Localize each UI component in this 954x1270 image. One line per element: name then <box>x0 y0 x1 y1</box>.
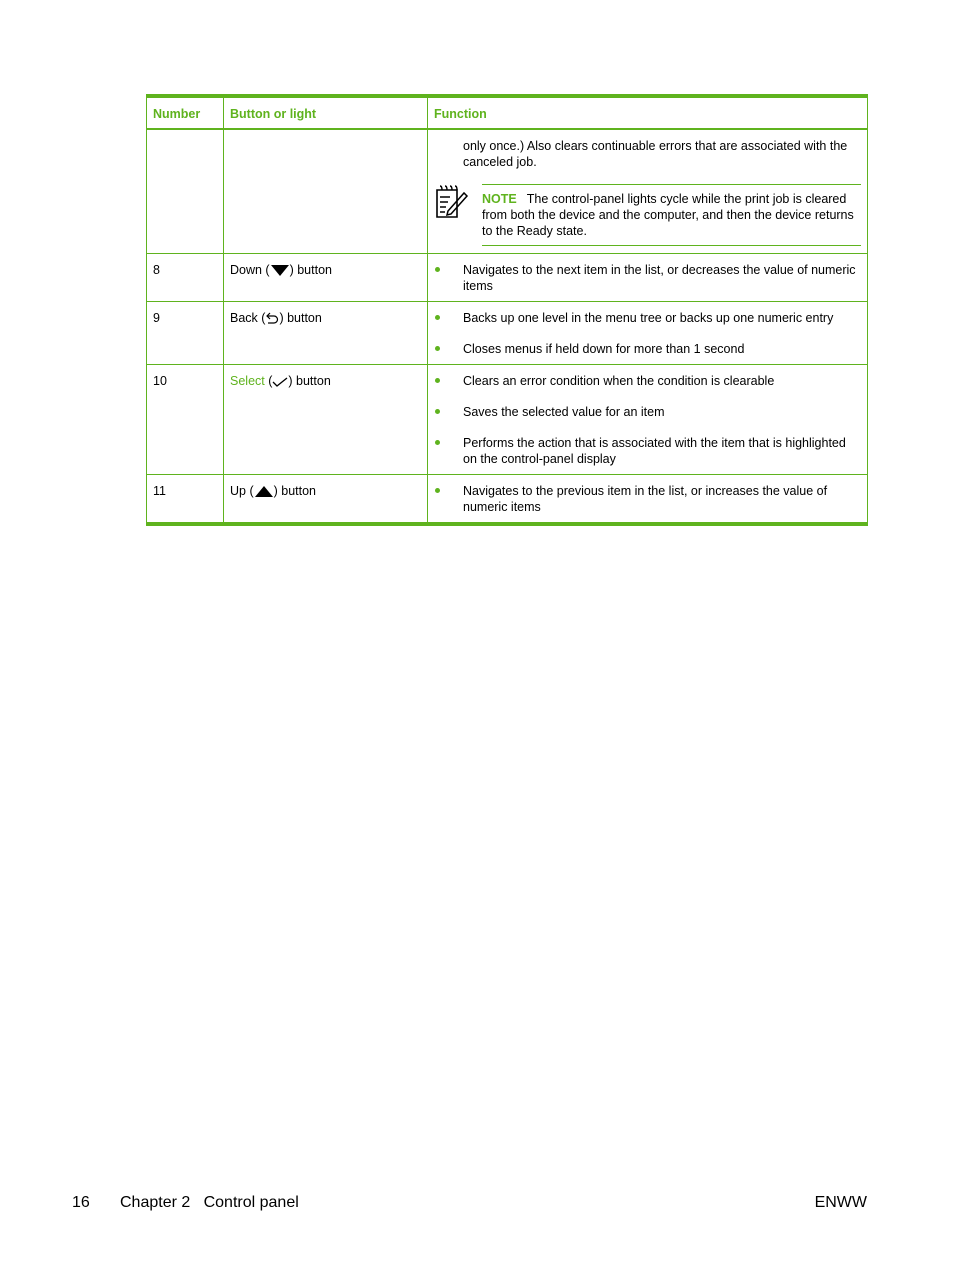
header-number: Number <box>147 96 224 129</box>
function-list <box>434 262 861 294</box>
cell-function <box>428 129 868 254</box>
list-item: Closes menus if held down for more than 1 second <box>434 341 861 357</box>
cell-button <box>224 302 428 365</box>
continuation-text: only once.) Also clears continuable errors that are associated with the canceled job. <box>463 139 848 169</box>
cell-button <box>224 254 428 302</box>
note-box <box>482 184 861 246</box>
button-label-pre: Back ( <box>230 311 266 325</box>
table-row-9 <box>147 302 868 365</box>
back-arrow-icon <box>265 312 279 325</box>
cell-button <box>224 475 428 525</box>
table-row-continuation <box>147 129 868 254</box>
table-header-row <box>147 96 868 129</box>
cell-function <box>428 302 868 365</box>
header-function: Function <box>428 96 868 129</box>
control-panel-table <box>146 94 868 526</box>
down-triangle-icon <box>270 264 290 277</box>
footer-chapter: Chapter 2 Control panel <box>120 1194 299 1211</box>
button-label-post: ) button <box>279 311 322 325</box>
cell-function <box>428 254 868 302</box>
table-row-8 <box>147 254 868 302</box>
button-label-post: ) button <box>289 263 332 277</box>
function-list <box>434 373 861 467</box>
button-label-post: ) button <box>273 484 317 498</box>
list-item: Navigates to the next item in the list, or decreases the value of numeric items <box>434 262 861 294</box>
select-link[interactable]: Select <box>230 374 265 388</box>
cell-number: 11 <box>147 475 224 525</box>
header-button-or-light: Button or light <box>224 96 428 129</box>
button-label-pre: Up ( <box>230 484 254 498</box>
button-label-pre: Down ( <box>230 263 270 277</box>
checkmark-icon <box>272 376 288 388</box>
cell-function <box>428 475 868 525</box>
function-list <box>434 310 861 357</box>
table-row-11 <box>147 475 868 525</box>
button-label-post: ) button <box>288 374 331 388</box>
cell-function <box>428 365 868 475</box>
button-label-pre: ( <box>264 374 273 388</box>
cell-number: 10 <box>147 365 224 475</box>
note-label: NOTE <box>482 192 517 206</box>
list-item: Clears an error condition when the condition is clearable <box>434 373 861 389</box>
list-item: Saves the selected value for an item <box>434 404 861 420</box>
list-item: Navigates to the previous item in the list, or increases the value of numeric items <box>434 483 861 515</box>
list-item: Backs up one level in the menu tree or backs up one numeric entry <box>434 310 861 326</box>
cell-number: 8 <box>147 254 224 302</box>
cell-number <box>147 129 224 254</box>
footer-page-number: 16 <box>72 1194 90 1211</box>
note-block <box>434 184 861 246</box>
cell-button <box>224 365 428 475</box>
note-pad-icon <box>434 184 470 220</box>
cell-button <box>224 129 428 254</box>
footer-locale: ENWW <box>814 1194 867 1211</box>
note-text: The control-panel lights cycle while the print job is cleared from both the device and the computer, and then the device returns to the Ready state. <box>482 192 854 238</box>
cell-number: 9 <box>147 302 224 365</box>
function-list <box>434 483 861 515</box>
list-item: Performs the action that is associated with the item that is highlighted on the control-panel display <box>434 435 861 467</box>
up-triangle-icon <box>254 485 274 498</box>
table-row-10 <box>147 365 868 475</box>
